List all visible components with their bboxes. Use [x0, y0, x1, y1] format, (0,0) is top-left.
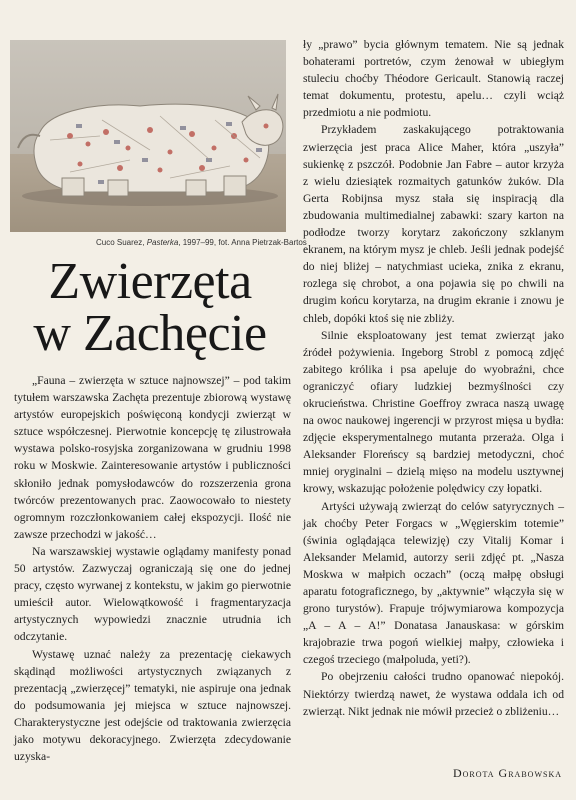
paragraph: ły „prawo” bycia głównym tematem. Nie są jednak bohaterami portretów, czym żenował w ubiegłym stuleciu choćby Théodore Gericault. Stanowią raczej temat dokumentu, protestu, apelu… czyli wciąż przedmiotu a nie podmiotu.	[303, 38, 564, 120]
paragraph: Wystawę uznać należy za prezentację ciekawych skądinąd możliwości artystycznych związanych z prezentacją „zwierzęcej” tematyki, nie aspiruje ona jednak do podsumowania jej miejsca w sztuce najnowszej. Charakterystyczne jest odejście od traktowania zwierzęcia jako motywu dekoracyjnego. Zwierzęta zdecydowanie uzyska-	[14, 647, 291, 764]
left-column	[14, 372, 291, 765]
paragraph: Silnie eksploatowany jest temat zwierząt jako źródeł pożywienia. Ingeborg Strobl z pomocą zdjęć zabitego królika i psa apeluje do wyobraźni, chce ograniczyć ofiary ludzkiej bezmyślności czy okrucieństwa. Christine Goeffroy zwraca naszą uwagę na owoc naukowej ingerencji w przyrost mięsa u bydła: zdjęcie eksperymentalnego mutanta przeraża. Olga i Aleksander Floreńscy są bardziej metodyczni, choć mniej oryginalni – dzielą mięso na modelu usztywnej krowy, wskazując położenie polędwicy czy łopatki.	[303, 328, 564, 496]
paragraph: „Fauna – zwierzęta w sztuce najnowszej” – pod takim tytułem warszawska Zachęta prezentuje zbiorową wystawę artystów europejskich poświęconą kondycji zwierząt w sztuce współczesnej. Pierwotnie koncepcję tę zilustrowała wystawa polsko-rosyjska zorganizowana w grudniu 1998 roku w Moskwie. Zainteresowanie artystów i publiczności skłoniło jednak pomysłodawców do rozszerzenia grona twórców prezentowanych prac. Zaowocowało to niestety ogromnym rozczłonkowaniem całej ekspozycji. Ilość nie zawsze przechodzi w jakość…	[14, 374, 291, 541]
paragraph: Przykładem zaskakującego potraktowania zwierzęcia jest praca Alice Maher, która „uszyła” sukienkę z pszczół. Podobnie Jan Fabre – autor krzyża z wielu dziesiątek rozmaitych gatunków żuków. Dla Gerta Robijnsa mysz stała się inspiracją dla zbudowania multimedialnej zabawki: szary karton na podłodze tworzy korytarz zakończony szklanym ekranem, na którym mysz je chleb. Jeśli jednak podejść do niej bliżej – natychmiast ucieka, znika z ekranu, rozlega się chrobot, a ona pojawia się po chwili na drugim końcu korytarza, na drugim ekranie i znowu je chleb, dopóki ktoś się nie zbliży.	[303, 123, 564, 325]
article-title	[14, 253, 286, 362]
artwork-photo	[10, 40, 286, 232]
right-column	[303, 36, 564, 720]
paragraph: Po obejrzeniu całości trudno opanować niepokój. Niektórzy twierdzą nawet, że wystawa oddala ich od zwierząt. Nikt jednak nie mówił przecież o zbliżeniu…	[303, 670, 564, 718]
title-line-2: w Zachęcie	[33, 305, 267, 362]
wrapped-cow-sculpture	[10, 40, 286, 232]
author-byline: Dorota Grabowska	[452, 766, 562, 780]
title-line-1: Zwierzęta	[48, 253, 252, 310]
photo-caption: Cuco Suarez, Pasterka, 1997–99, fot. Anna Pietrzak-Bartos	[96, 238, 307, 247]
paragraph: Na warszawskiej wystawie oglądamy manifesty ponad 50 artystów. Zazwyczaj ograniczają się one do jednej pracy, często wyrwanej z kontekstu, w jakim go pierwotnie umieścił autor. Wielowątkowość i fragmentaryzacja artystycznych wypowiedzi znacznie utrudnia ich odczytanie.	[14, 544, 291, 644]
paragraph: Artyści używają zwierząt do celów satyrycznych – jak choćby Peter Forgacs w „Węgierskim totemie” (świnia oglądająca telewizję) czy Vitalij Komar i Aleksander Melamid, autorzy serii zdjęć pt. „Nasza Moskwa w małpich oczach” (oczą małpę obsługi aparatu fotograficznego, by „aktywnie” włączyła się w grono turystów). Frapuje trójwymiarowa kompozycja „A – A – A!” Donatasa Janauskasa: w górskim krajobrazie trwa pogoń wielkiej małpy, człowieka i czegoś trzeciego (małpoluda, yeti?).	[303, 499, 564, 667]
